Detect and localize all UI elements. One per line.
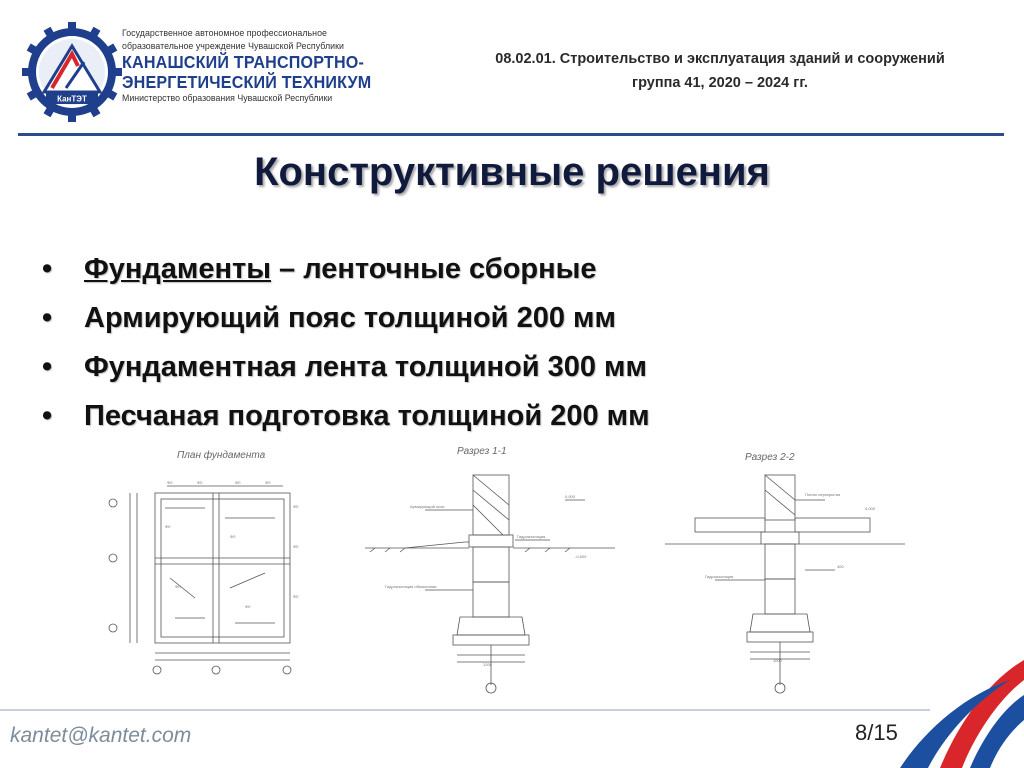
page-number: 8/15: [855, 720, 898, 745]
svg-text:Гидроизоляция: Гидроизоляция: [705, 574, 734, 579]
bullet-underlined-term: Фундаменты: [84, 253, 271, 285]
section-2-2-drawing: [665, 440, 905, 695]
svg-text:КанТЭТ: КанТЭТ: [57, 94, 87, 104]
ministry-line: Министерство образования Чувашской Республики: [122, 93, 333, 103]
svg-text:ФЛ: ФЛ: [235, 480, 241, 485]
svg-text:1000: 1000: [773, 658, 782, 663]
slide-title: Конструктивные решения: [254, 150, 770, 194]
svg-text:-0,600: -0,600: [575, 554, 587, 559]
svg-text:Гидроизоляция: Гидроизоляция: [517, 534, 546, 539]
specialty-info: [420, 47, 1020, 95]
bullet-rest: – ленточные сборные: [271, 253, 597, 285]
header-rule: [18, 133, 1004, 136]
org-line-1: Государственное автономное профессиональное: [122, 28, 327, 38]
flag-swoosh-decoration: [880, 640, 1024, 768]
bullet-list: [42, 245, 650, 441]
bullet-item: • Армирующий пояс толщиной 200 мм: [42, 294, 650, 343]
specialty-line: 08.02.01. Строительство и эксплуатация зданий и сооружений: [495, 51, 945, 67]
foundation-plan-drawing: [105, 448, 305, 683]
svg-text:ФЛ: ФЛ: [197, 480, 203, 485]
org-name-2: ЭНЕРГЕТИЧЕСКИЙ ТЕХНИКУМ: [122, 72, 372, 92]
contact-email[interactable]: kantet@kantet.com: [10, 724, 192, 747]
svg-text:ФЛ: ФЛ: [293, 594, 299, 599]
section-1-1-caption: Разрез 1-1: [457, 446, 507, 457]
svg-text:Армирующий пояс: Армирующий пояс: [410, 504, 445, 509]
bullet-item: • Песчаная подготовка толщиной 200 мм: [42, 392, 650, 441]
svg-text:ФЛ: ФЛ: [293, 504, 299, 509]
svg-text:ФЛ: ФЛ: [265, 480, 271, 485]
bullet-item: • Фундаментная лента толщиной 300 мм: [42, 343, 650, 392]
college-logo: [22, 22, 122, 122]
svg-text:0,000: 0,000: [565, 494, 576, 499]
svg-text:Плиты перекрытия: Плиты перекрытия: [805, 492, 841, 497]
svg-text:400: 400: [837, 564, 844, 569]
org-name-1: КАНАШСКИЙ ТРАНСПОРТНО-: [122, 52, 365, 72]
svg-text:ФЛ: ФЛ: [230, 534, 236, 539]
section-1-1-drawing: [365, 440, 615, 695]
svg-text:ФЛ: ФЛ: [165, 524, 171, 529]
svg-text:ФЛ: ФЛ: [167, 480, 173, 485]
bullet-item: [42, 245, 650, 294]
svg-text:ФЛ: ФЛ: [175, 584, 181, 589]
organization-block: [122, 27, 382, 104]
svg-text:Гидроизоляция обмазочная: Гидроизоляция обмазочная: [385, 584, 437, 589]
org-line-2: образовательное учреждение Чувашской Республики: [122, 40, 344, 51]
plan-caption: План фундамента: [177, 450, 266, 461]
group-line: группа 41, 2020 – 2024 гг.: [632, 75, 808, 91]
footer-rule: [0, 709, 930, 711]
svg-text:ФЛ: ФЛ: [245, 604, 251, 609]
svg-text:0,000: 0,000: [865, 506, 876, 511]
svg-text:ФЛ: ФЛ: [293, 544, 299, 549]
svg-text:1200: 1200: [483, 662, 492, 667]
section-2-2-caption: Разрез 2-2: [745, 452, 795, 463]
